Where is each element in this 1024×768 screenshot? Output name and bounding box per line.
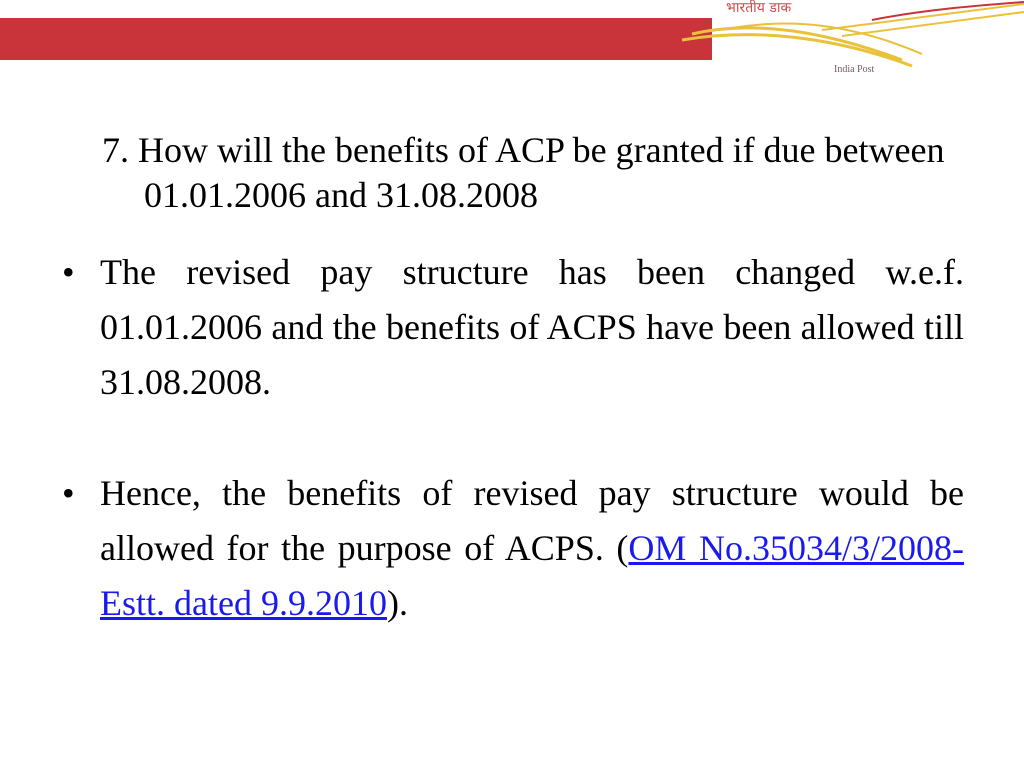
bullet-item	[62, 466, 964, 631]
bullet-item	[62, 245, 964, 410]
logo-english-text: India Post	[834, 64, 875, 75]
bullet-text-end: ).	[386, 583, 408, 623]
om-reference-link[interactable]: OM No.35034/3/2008-Estt. dated 9.9.2010	[100, 528, 965, 623]
bullet-text: The revised pay structure has been changed w.e.f. 01.01.2006 and the benefits of ACPS have been allowed till 31.08.2008.	[100, 252, 964, 402]
bullet-marker: •	[62, 252, 75, 292]
logo-hindi-text: भारतीय डाक	[726, 0, 792, 16]
india-post-logo	[672, 0, 1024, 82]
slide-title: 7. How will the benefits of ACP be granted if due between 01.01.2006 and 31.08.2008	[102, 130, 945, 215]
bullet-text: Hence, the benefits of revised pay structure would be allowed for the purpose of ACPS. (	[100, 473, 964, 568]
bullet-list	[62, 245, 964, 631]
bullet-marker: •	[62, 473, 75, 513]
